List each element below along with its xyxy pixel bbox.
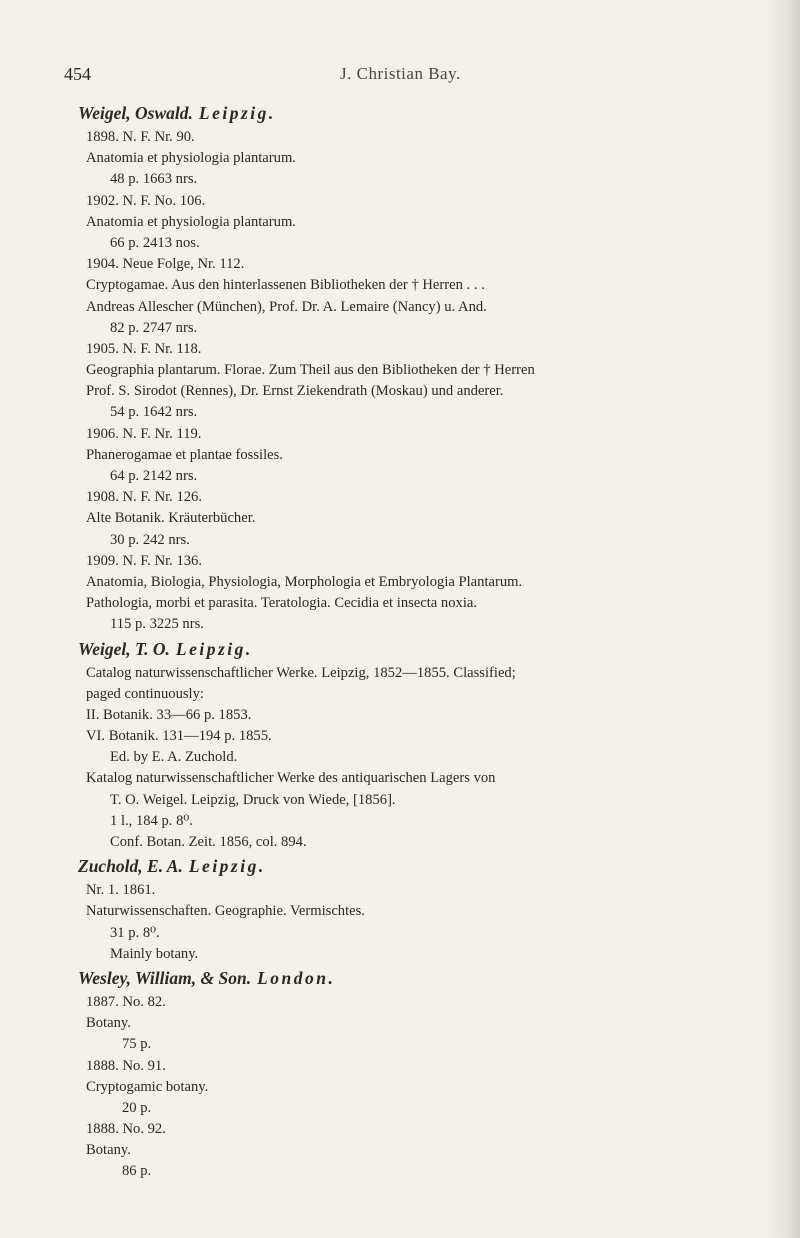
publisher-place: Leipzig. [188, 856, 266, 877]
entry-heading [78, 100, 776, 127]
entry-line: 1905. N. F. Nr. 118. [86, 340, 202, 357]
entry-line: Phanerogamae et plantae fossiles. [86, 446, 283, 463]
entry-line: 48 p. 1663 nrs. [110, 171, 198, 188]
entry-line: 31 p. 8⁰. [110, 924, 160, 941]
entry-line: Prof. S. Sirodot (Rennes), Dr. Ernst Ziekendrath (Moskau) und anderer. [86, 383, 504, 400]
entry-line: 1 l., 184 p. 8⁰. [110, 812, 193, 829]
entry-heading [78, 853, 776, 880]
entry-line: 1909. N. F. Nr. 136. [86, 552, 202, 569]
entry-line: 66 p. 2413 nos. [110, 234, 200, 251]
entry-line: Catalog naturwissenschaftlicher Werke. Leipzig, 1852—1855. Classified; [86, 664, 516, 681]
entry-line: Naturwissenschaften. Geographie. Vermischtes. [86, 903, 365, 920]
publisher-name: Weigel, T. O. [78, 638, 170, 659]
entry-line: Botany. [86, 1142, 131, 1159]
entry-line: Katalog naturwissenschaftlicher Werke des antiquarischen Lagers von [86, 770, 496, 787]
entry-line: Cryptogamae. Aus den hinterlassenen Bibliotheken der † Herren . . . [86, 277, 485, 294]
entry-heading [78, 636, 776, 663]
entry-line: 1902. N. F. No. 106. [86, 192, 206, 209]
running-head [0, 64, 800, 86]
catalog-content [78, 100, 776, 1183]
entry-line: 30 p. 242 nrs. [110, 531, 190, 548]
entry-line: 82 p. 2747 nrs. [110, 319, 198, 336]
page-number: 454 [64, 64, 91, 84]
entry-line: 1888. No. 92. [86, 1121, 166, 1138]
entry-line: Pathologia, morbi et parasita. Teratologia. Cecidia et insecta noxia. [86, 595, 477, 612]
entry-line: paged continuously: [86, 685, 204, 702]
publisher-name: Zuchold, E. A. [78, 856, 183, 877]
entry-line: Nr. 1. 1861. [86, 882, 156, 899]
entry-heading [78, 965, 776, 992]
entry-line: Anatomia et physiologia plantarum. [86, 150, 296, 167]
entry-line: VI. Botanik. 131—194 p. 1855. [86, 728, 272, 745]
entry-line: 75 p. [122, 1036, 152, 1053]
entry-line: II. Botanik. 33—66 p. 1853. [86, 706, 252, 723]
entry-line: Andreas Allescher (München), Prof. Dr. A. Lemaire (Nancy) u. And. [86, 298, 487, 315]
entry-line: 1888. No. 91. [86, 1057, 166, 1074]
entry-line: 54 p. 1642 nrs. [110, 404, 198, 421]
entry-line: Botany. [86, 1015, 131, 1032]
publisher-place: Leipzig. [175, 638, 253, 659]
entry-line: 115 p. 3225 nrs. [110, 616, 204, 633]
entry-line: 1906. N. F. Nr. 119. [86, 425, 202, 442]
publisher-place: London. [257, 967, 336, 988]
publisher-name: Weigel, Oswald. [78, 103, 193, 123]
entry-line: 20 p. [122, 1099, 152, 1116]
catalog-entry [78, 965, 776, 1183]
entry-line: 1887. No. 82. [86, 993, 166, 1010]
publisher-name: Wesley, William, & Son. [78, 967, 252, 988]
entry-line: Geographia plantarum. Florae. Zum Theil aus den Bibliotheken der † Herren [86, 362, 535, 379]
entry-line: Anatomia et physiologia plantarum. [86, 213, 296, 230]
entry-line: 64 p. 2142 nrs. [110, 468, 198, 484]
catalog-entry [78, 853, 776, 965]
entry-line: Alte Botanik. Kräuterbücher. [86, 510, 256, 527]
entry-line: Ed. by E. A. Zuchold. [110, 749, 238, 766]
entry-line: 1908. N. F. Nr. 126. [86, 489, 202, 506]
entry-line: Anatomia, Biologia, Physiologia, Morphologia et Embryologia Plantarum. [86, 573, 523, 590]
entry-line: 1898. N. F. Nr. 90. [86, 129, 195, 145]
publisher-place: Leipzig. [198, 103, 276, 123]
running-title: J. Christian Bay. [340, 64, 461, 83]
entry-line: 86 p. [122, 1163, 152, 1180]
catalog-entry [78, 100, 776, 636]
entry-line: Mainly botany. [110, 945, 199, 962]
catalog-entry [78, 636, 776, 854]
entry-line: 1904. Neue Folge, Nr. 112. [86, 256, 245, 273]
entry-line: T. O. Weigel. Leipzig, Druck von Wiede, [1856]. [110, 791, 396, 808]
entry-line: Conf. Botan. Zeit. 1856, col. 894. [110, 834, 307, 850]
entry-line: Cryptogamic botany. [86, 1078, 209, 1095]
